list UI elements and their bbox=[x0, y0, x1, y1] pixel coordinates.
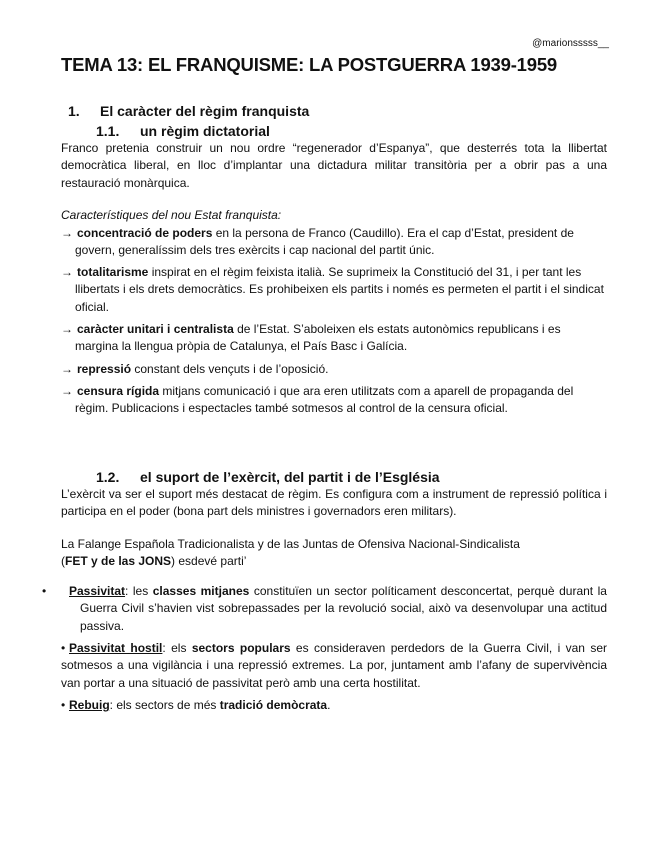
falange-paragraph bbox=[61, 536, 607, 571]
author-handle: @marionsssss__ bbox=[532, 38, 609, 49]
characteristic-item bbox=[61, 225, 607, 260]
arrow-icon: → bbox=[61, 226, 73, 240]
item-keyword: totalitarisme bbox=[77, 265, 149, 279]
characteristic-item bbox=[61, 321, 607, 356]
attitude-bullet bbox=[42, 583, 607, 635]
item-text: constant dels vençuts i de l’oposició. bbox=[131, 362, 329, 376]
subsection-1-2-heading bbox=[96, 469, 440, 485]
bullet-icon: • bbox=[61, 698, 66, 712]
item-keyword: censura rígida bbox=[77, 384, 160, 398]
falange-rest: ) esdevé parti’ bbox=[171, 554, 247, 569]
item-keyword: repressió bbox=[77, 362, 132, 376]
bullet-keyword: sectors populars bbox=[191, 641, 291, 655]
bullet-text bbox=[61, 697, 607, 714]
item-keyword: caràcter unitari i centralista bbox=[77, 322, 234, 336]
bullet-keyword: tradició demòcrata bbox=[219, 698, 328, 712]
subsection-1-1-heading bbox=[96, 123, 270, 139]
arrow-icon: → bbox=[61, 322, 73, 336]
item-keyword: concentració de poders bbox=[77, 226, 213, 240]
bullet-label: Passivitat hostil bbox=[69, 641, 163, 655]
subsection-title: un règim dictatorial bbox=[140, 123, 270, 139]
bullet-connector: : les bbox=[125, 584, 153, 598]
item-text: mitjans comunicació i que ara eren utilitzats com a aparell de propaganda del règim. Publicacions i espectacles també sotmesos al control de la censura oficial. bbox=[75, 384, 574, 416]
section-1-heading bbox=[68, 103, 309, 119]
bullet-description: es consideraven perdedors de la Guerra Civil, i van ser sotmesos a una vigilància i una repressió extremes. La por, juntament amb l’afany de supervivència van portar a una situació de passivitat però amb una certa hostilitat. bbox=[61, 641, 607, 690]
arrow-icon: → bbox=[61, 384, 73, 398]
page-title: TEMA 13: EL FRANQUISME: LA POSTGUERRA 1939-1959 bbox=[61, 54, 558, 75]
section-title: El caràcter del règim franquista bbox=[100, 103, 310, 119]
bullet-text bbox=[61, 640, 607, 692]
bullet-text bbox=[42, 583, 607, 635]
bullet-icon: • bbox=[61, 641, 66, 655]
bullet-label: Rebuig bbox=[69, 698, 110, 712]
characteristic-item bbox=[61, 361, 607, 378]
characteristic-item bbox=[61, 383, 607, 418]
attitude-bullet bbox=[61, 640, 607, 692]
arrow-icon: → bbox=[61, 362, 73, 376]
bullet-connector: : els bbox=[162, 641, 192, 655]
arrow-icon: → bbox=[61, 265, 73, 279]
bullet-connector: : els sectors de més bbox=[109, 698, 220, 712]
item-text: en la persona de Franco (Caudillo). Era el cap d’Estat, president de govern, generalíssim dels tres exèrcits i cap nacional del partit únic. bbox=[75, 226, 574, 258]
paren: ( bbox=[61, 554, 65, 569]
subsection-title: el suport de l’exèrcit, del partit i de l’Església bbox=[140, 469, 440, 485]
subsection-number: 1.2. bbox=[96, 469, 120, 485]
item-text: de l’Estat. S’aboleixen els estats autonòmics republicans i es margina la llengua pròpia de Catalunya, el País Basc i Galícia. bbox=[75, 322, 561, 354]
attitude-bullet bbox=[61, 697, 607, 714]
falange-acronym: FET y de las JONS bbox=[65, 554, 172, 569]
subsection-number: 1.1. bbox=[96, 123, 120, 139]
intro-paragraph: Franco pretenia construir un nou ordre “regenerador d’Espanya”, que desterrés tota la llibertat democràtica liberal, en lloc d’implantar una dictadura militar transitòria per a obrir pas a una restauració monàrquica. bbox=[61, 141, 607, 190]
bullet-description: . bbox=[327, 698, 331, 712]
bullet-description: constituïen un sector políticament desconcertat, perquè durant la Guerra Civil s’havien vist sobrepassades per la revolució social, això va desenvolupar una actitud passiva. bbox=[80, 584, 607, 633]
characteristics-label: Característiques del nou Estat franquista: bbox=[61, 208, 282, 222]
bullet-icon: • bbox=[42, 584, 47, 598]
bullet-keyword: classes mitjanes bbox=[152, 584, 250, 598]
characteristic-item bbox=[61, 264, 607, 316]
item-text: inspirat en el règim feixista italià. Se suprimeix la Constitució del 31, i per tant les llibertats i els drets democràtics. Es prohibeixen els partits i només es permeten el partit i el sindicat oficial. bbox=[75, 265, 604, 314]
falange-line: La Falange Española Tradicionalista y de las Juntas de Ofensiva Nacional-Sindicalista bbox=[61, 537, 520, 551]
bullet-label: Passivitat bbox=[69, 584, 126, 598]
army-paragraph: L’exèrcit va ser el suport més destacat de règim. Es configura com a instrument de repressió política i participa en el poder (bona part dels ministres i governadors eren militars). bbox=[61, 487, 607, 519]
falange-line-2 bbox=[61, 553, 607, 570]
section-number: 1. bbox=[68, 103, 80, 119]
